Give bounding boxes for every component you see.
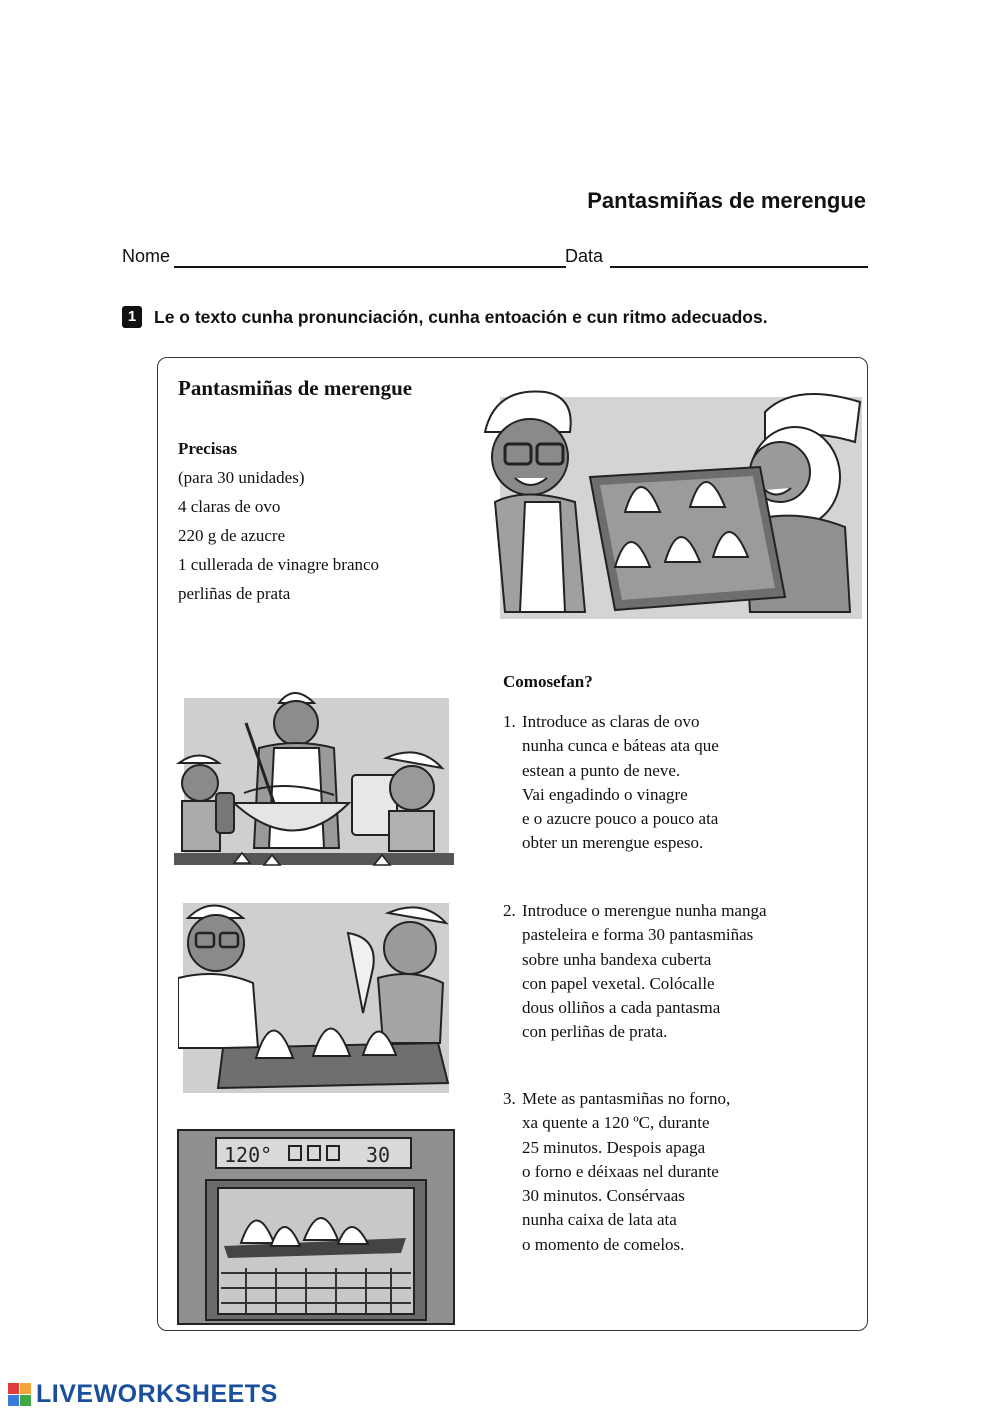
name-label: Nome bbox=[122, 246, 171, 266]
step-line: xa quente a 120 ºC, durante bbox=[522, 1113, 710, 1133]
step-number: 2. bbox=[503, 901, 516, 920]
kids-with-tray-illustration bbox=[465, 382, 865, 624]
date-field[interactable] bbox=[610, 266, 868, 268]
ingredient-item: 220 g de azucre bbox=[178, 526, 286, 545]
method-heading: Comosefan? bbox=[503, 672, 593, 691]
step-line: con papel vexetal. Colócalle bbox=[522, 973, 715, 993]
step-line: con perliñas de prata. bbox=[522, 1022, 668, 1042]
step-line: nunha caixa de lata ata bbox=[522, 1210, 677, 1230]
step-line: nunha cunca e báteas ata que bbox=[522, 736, 719, 756]
needs-heading: Precisas bbox=[178, 439, 238, 458]
step-line: Mete as pantasmiñas no forno, bbox=[522, 1089, 731, 1108]
ingredient-item: 4 claras de ovo bbox=[178, 497, 281, 516]
ingredient-item: (para 30 unidades) bbox=[178, 468, 305, 487]
piping-illustration bbox=[178, 893, 453, 1098]
oven-timer: 30 bbox=[366, 1143, 391, 1167]
date-label: Data bbox=[565, 246, 604, 266]
recipe-title: Pantasmiñas de merengue bbox=[178, 376, 413, 400]
step-line: 25 minutos. Despois apaga bbox=[522, 1137, 706, 1157]
step-line: Introduce as claras de ovo bbox=[522, 712, 700, 731]
ingredient-item: 1 cullerada de vinagre branco bbox=[178, 555, 380, 574]
brand-name[interactable]: LIVEWORKSHEETS bbox=[36, 1380, 278, 1408]
step-line: estean a punto de neve. bbox=[522, 760, 681, 780]
recipe-step-1 bbox=[503, 710, 719, 856]
recipe-step-3 bbox=[503, 1087, 730, 1257]
step-line: o forno e déixaas nel durante bbox=[522, 1161, 719, 1181]
ingredients-block bbox=[178, 434, 379, 608]
task-number: 1 bbox=[122, 306, 142, 328]
step-line: Vai engadindo o vinagre bbox=[522, 784, 688, 804]
step-line: e o azucre pouco a pouco ata bbox=[522, 809, 719, 829]
liveworksheets-logo-icon bbox=[8, 1383, 32, 1407]
ingredient-item: perliñas de prata bbox=[178, 584, 291, 603]
worksheet-title: Pantasmiñas de merengue bbox=[587, 188, 866, 213]
recipe-step-2 bbox=[503, 899, 767, 1045]
step-line: pasteleira e forma 30 pantasmiñas bbox=[522, 925, 754, 945]
task-instruction bbox=[122, 306, 768, 328]
step-line: 30 minutos. Consérvaas bbox=[522, 1186, 685, 1206]
step-line: dous olliños a cada pantasma bbox=[522, 998, 721, 1018]
name-date-row bbox=[122, 244, 868, 270]
name-field[interactable] bbox=[174, 266, 566, 268]
step-number: 1. bbox=[503, 712, 516, 731]
step-line: o momento de comelos. bbox=[522, 1234, 685, 1254]
step-line: Introduce o merengue nunha manga bbox=[522, 901, 767, 920]
task-text: Le o texto cunha pronunciación, cunha entoación e cun ritmo adecuados. bbox=[154, 306, 768, 327]
step-number: 3. bbox=[503, 1089, 516, 1108]
step-line: obter un merengue espeso. bbox=[522, 833, 704, 853]
step-line: sobre unha bandexa cuberta bbox=[522, 949, 712, 969]
oven-temperature: 120° bbox=[224, 1143, 273, 1167]
whisking-illustration bbox=[174, 683, 454, 883]
oven-illustration bbox=[176, 1128, 456, 1326]
